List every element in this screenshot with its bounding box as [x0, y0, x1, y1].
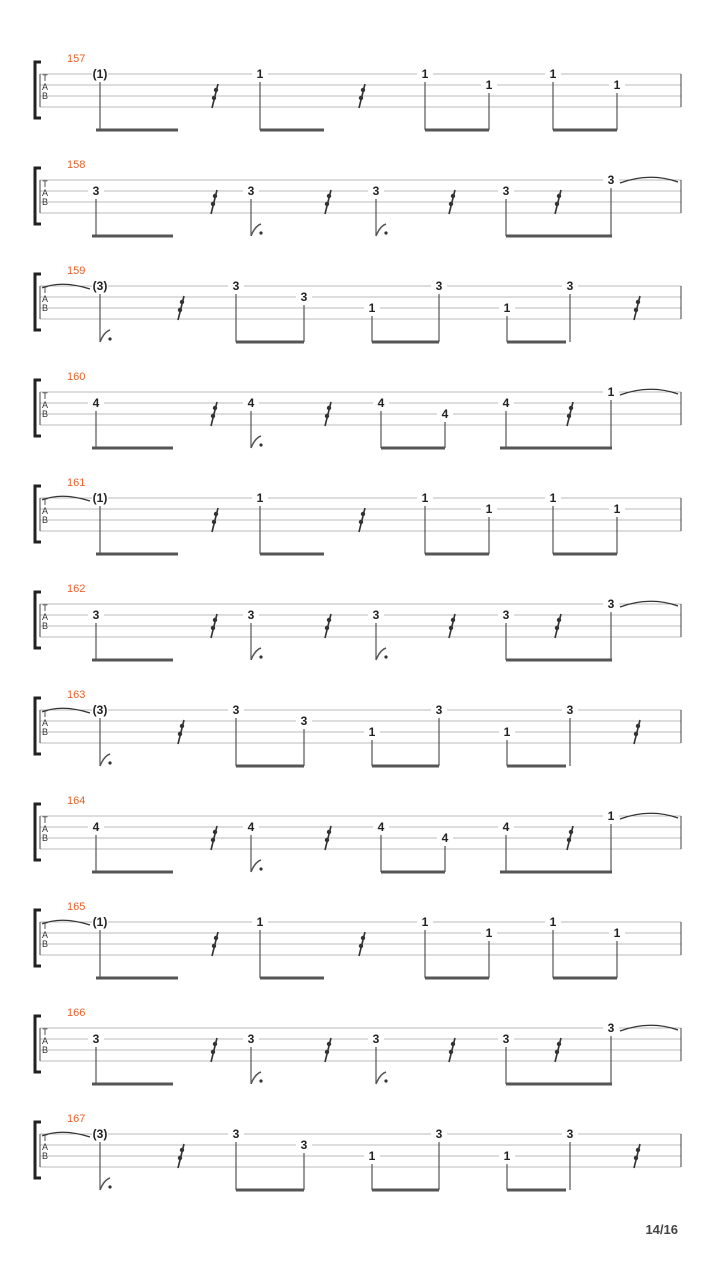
- fret-number: 1: [421, 915, 429, 929]
- fret-number: 1: [368, 1149, 376, 1163]
- tab-clef-letter: B: [41, 1151, 49, 1161]
- tab-clef-letter: T: [42, 285, 48, 295]
- tab-clef-letter: T: [42, 1133, 48, 1143]
- tab-clef-letter: T: [42, 603, 48, 613]
- fret-number: 3: [232, 279, 240, 293]
- augmentation-dot: [259, 1079, 262, 1082]
- fret-number: 4: [441, 407, 449, 421]
- note-flag: [251, 224, 261, 236]
- staff-system: [35, 477, 681, 554]
- fret-number: 3: [232, 703, 240, 717]
- tab-clef-letter: T: [42, 709, 48, 719]
- augmentation-dot: [259, 231, 262, 234]
- tie-in: [42, 496, 90, 501]
- staff-system: [35, 265, 681, 342]
- fret-number: 3: [92, 1032, 100, 1046]
- fret-number: (1): [92, 491, 108, 505]
- tab-clef-letter: A: [41, 1142, 49, 1152]
- fret-number: 3: [566, 1127, 574, 1141]
- tab-clef-letter: A: [41, 824, 49, 834]
- tab-clef-letter: B: [41, 939, 49, 949]
- fret-number: 1: [485, 502, 493, 516]
- fret-number: 3: [92, 608, 100, 622]
- fret-number: 3: [502, 608, 510, 622]
- fret-number: 3: [566, 279, 574, 293]
- tab-clef-letter: A: [41, 82, 49, 92]
- augmentation-dot: [384, 655, 387, 658]
- measure-number: 163: [67, 689, 86, 701]
- tab-clef-letter: A: [41, 294, 49, 304]
- augmentation-dot: [259, 443, 262, 446]
- tab-clef-letter: A: [41, 400, 49, 410]
- tab-clef-letter: A: [41, 718, 49, 728]
- fret-number: 4: [502, 396, 510, 410]
- measure-number: 166: [67, 1007, 86, 1019]
- staff-system: [35, 159, 681, 236]
- tab-clef-letter: B: [41, 1045, 49, 1055]
- fret-number: (3): [92, 703, 108, 717]
- tab-clef-letter: A: [41, 930, 49, 940]
- fret-number: 4: [377, 820, 385, 834]
- fret-number: 3: [435, 703, 443, 717]
- fret-number: 1: [256, 67, 264, 81]
- measure-number: 160: [67, 371, 86, 383]
- augmentation-dot: [108, 761, 111, 764]
- fret-number: 1: [607, 809, 615, 823]
- fret-number: 3: [372, 184, 380, 198]
- fret-number: 4: [502, 820, 510, 834]
- fret-number: (3): [92, 1127, 108, 1141]
- fret-number: 3: [232, 1127, 240, 1141]
- fret-number: 1: [503, 301, 511, 315]
- augmentation-dot: [384, 1079, 387, 1082]
- tab-clef-letter: B: [41, 727, 49, 737]
- fret-number: 1: [485, 78, 493, 92]
- note-flag: [100, 754, 110, 766]
- fret-number: 4: [441, 831, 449, 845]
- augmentation-dot: [259, 655, 262, 658]
- fret-number: (1): [92, 67, 108, 81]
- tab-clef-letter: B: [41, 515, 49, 525]
- staff-systems: [35, 53, 681, 1190]
- fret-number: 1: [549, 915, 557, 929]
- note-flag: [251, 436, 261, 448]
- fret-number: 4: [92, 820, 100, 834]
- tab-clef-letter: T: [42, 497, 48, 507]
- fret-number: 1: [421, 67, 429, 81]
- tab-clef-letter: A: [41, 1036, 49, 1046]
- tab-clef-letter: T: [42, 73, 48, 83]
- staff-system: [35, 901, 681, 978]
- tie-in: [42, 1132, 90, 1137]
- fret-number: 1: [256, 491, 264, 505]
- page-number: 14/16: [645, 1222, 678, 1237]
- note-flag: [376, 648, 386, 660]
- staff-system: [35, 1113, 681, 1190]
- measure-number: 158: [67, 159, 86, 171]
- tie-in: [42, 708, 90, 713]
- note-flag: [251, 1072, 261, 1084]
- fret-number: 3: [566, 703, 574, 717]
- staff-system: [35, 795, 681, 872]
- fret-number: 1: [613, 78, 621, 92]
- fret-number: 3: [247, 184, 255, 198]
- tab-clef-letter: A: [41, 188, 49, 198]
- measure-number: 165: [67, 901, 86, 913]
- tie-in: [42, 284, 90, 289]
- fret-number: 4: [377, 396, 385, 410]
- tab-clef-letter: B: [41, 833, 49, 843]
- fret-number: 1: [549, 491, 557, 505]
- tab-clef-letter: T: [42, 179, 48, 189]
- fret-number: 3: [372, 1032, 380, 1046]
- staff-system: [35, 689, 681, 766]
- measure-number: 167: [67, 1113, 86, 1125]
- tab-clef-letter: B: [41, 621, 49, 631]
- fret-number: 1: [256, 915, 264, 929]
- staff-system: [35, 1007, 681, 1084]
- fret-number: 3: [92, 184, 100, 198]
- note-flag: [376, 1072, 386, 1084]
- fret-number: 1: [549, 67, 557, 81]
- fret-number: 3: [435, 279, 443, 293]
- fret-number: 3: [372, 608, 380, 622]
- fret-number: 3: [502, 184, 510, 198]
- fret-number: 4: [247, 396, 255, 410]
- fret-number: 1: [421, 491, 429, 505]
- fret-number: 3: [247, 608, 255, 622]
- staff-system: [35, 371, 681, 448]
- fret-number: 3: [247, 1032, 255, 1046]
- fret-number: 1: [503, 1149, 511, 1163]
- fret-number: 3: [435, 1127, 443, 1141]
- augmentation-dot: [259, 867, 262, 870]
- augmentation-dot: [108, 337, 111, 340]
- measure-number: 159: [67, 265, 86, 277]
- note-flag: [100, 330, 110, 342]
- fret-number: 3: [502, 1032, 510, 1046]
- tab-clef-letter: T: [42, 391, 48, 401]
- fret-number: 3: [607, 173, 615, 187]
- measure-number: 162: [67, 583, 86, 595]
- fret-number: 4: [247, 820, 255, 834]
- tab-clef-letter: T: [42, 921, 48, 931]
- tab-clef-letter: A: [41, 612, 49, 622]
- tie-in: [42, 920, 90, 925]
- fret-number: 3: [300, 290, 308, 304]
- fret-number: 3: [300, 714, 308, 728]
- tab-clef-letter: T: [42, 815, 48, 825]
- note-flag: [100, 1178, 110, 1190]
- note-flag: [376, 224, 386, 236]
- fret-number: 1: [607, 385, 615, 399]
- fret-number: 1: [368, 301, 376, 315]
- tab-clef-letter: B: [41, 409, 49, 419]
- measure-number: 164: [67, 795, 86, 807]
- fret-number: 1: [613, 502, 621, 516]
- measure-number: 157: [67, 53, 86, 65]
- staff-system: [35, 53, 681, 130]
- fret-number: 1: [485, 926, 493, 940]
- fret-number: 3: [607, 1021, 615, 1035]
- fret-number: 1: [368, 725, 376, 739]
- fret-number: (3): [92, 279, 108, 293]
- fret-number: (1): [92, 915, 108, 929]
- note-flag: [251, 860, 261, 872]
- tab-clef-letter: T: [42, 1027, 48, 1037]
- fret-number: 3: [300, 1138, 308, 1152]
- note-flag: [251, 648, 261, 660]
- measure-number: 161: [67, 477, 86, 489]
- tab-clef-letter: B: [41, 91, 49, 101]
- fret-number: 4: [92, 396, 100, 410]
- augmentation-dot: [108, 1185, 111, 1188]
- fret-number: 1: [503, 725, 511, 739]
- fret-number: 1: [613, 926, 621, 940]
- augmentation-dot: [384, 231, 387, 234]
- fret-number: 3: [607, 597, 615, 611]
- tab-clef-letter: A: [41, 506, 49, 516]
- staff-system: [35, 583, 681, 660]
- tab-clef-letter: B: [41, 303, 49, 313]
- tab-clef-letter: B: [41, 197, 49, 207]
